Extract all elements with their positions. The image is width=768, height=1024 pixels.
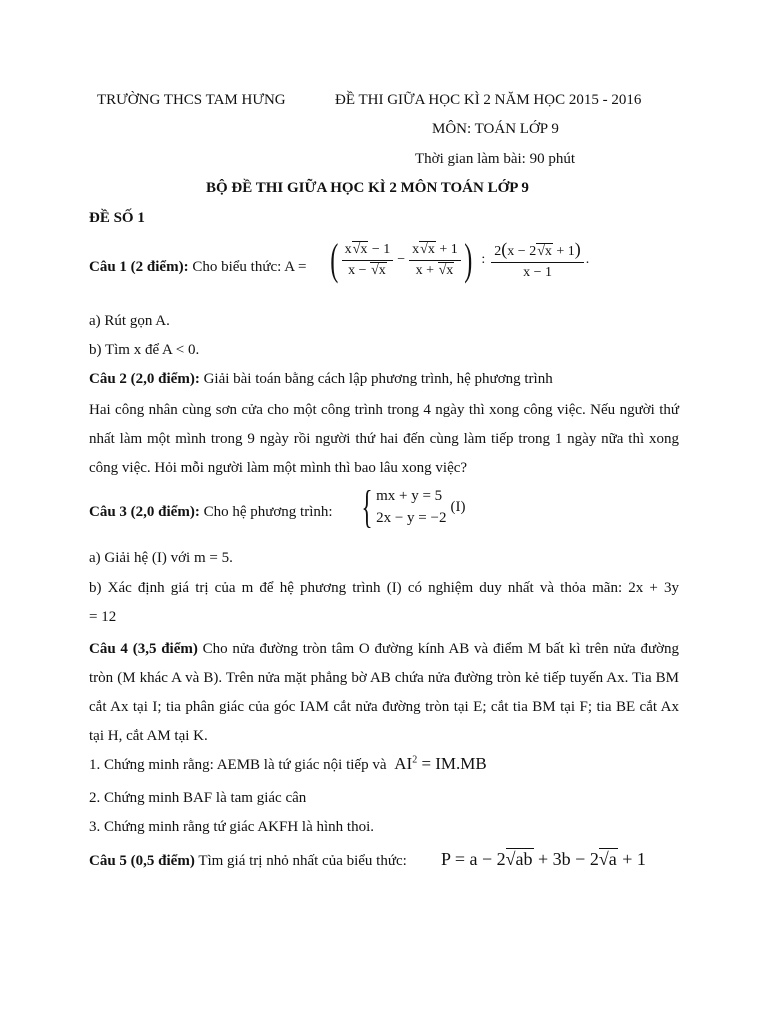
subject: MÔN: TOÁN LỚP 9 bbox=[432, 121, 559, 137]
q3-label: Câu 3 (2,0 điểm): bbox=[89, 504, 200, 520]
q5-formula-radicand-1: ab bbox=[515, 849, 533, 869]
q1-formula: ( $\frac{x√x - 1}{x - √x}$ − $\frac{x√x + 1}{x + √x}$ ) : $\frac{2(x - 2√x + 1)}{x - 1}$ . bbox=[330, 235, 590, 284]
q5-formula-end: + 1 bbox=[617, 849, 646, 869]
q3-part-b-cont: = 12 bbox=[89, 609, 117, 625]
q4-part-1-text: 1. Chứng minh rằng: AEMB là tứ giác nội tiếp và bbox=[89, 757, 387, 773]
set-label: ĐỀ SỐ 1 bbox=[89, 210, 145, 226]
duration: Thời gian làm bài: 90 phút bbox=[415, 151, 575, 167]
q2-line bbox=[89, 371, 553, 388]
q3-text: Cho hệ phương trình: bbox=[203, 504, 333, 520]
q2-body: Hai công nhân cùng sơn cửa cho một công trình trong 4 ngày thì xong công việc. Nếu người thứ nhất làm một mình trong 9 ngày rồi người thứ hai đến cùng làm tiếp trong 1 ngày nữa thì xong công việc. Hỏi mỗi người làm một mình thì bao lâu xong việc? bbox=[89, 402, 679, 476]
school-name: TRƯỜNG THCS TAM HƯNG bbox=[97, 92, 286, 108]
q3-part-b: b) Xác định giá trị của m để hệ phương trình (I) có nghiệm duy nhất và thỏa mãn: 2x + 3y bbox=[89, 580, 679, 596]
q4-part-3: 3. Chứng minh rằng tứ giác AKFH là hình thoi. bbox=[89, 819, 374, 835]
q4-part-2: 2. Chứng minh BAF là tam giác cân bbox=[89, 790, 307, 806]
q1-label: Câu 1 (2 điểm): bbox=[89, 259, 189, 275]
q4-body: Cho nửa đường tròn tâm O đường kính AB và điểm M bất kì trên nửa đường tròn (M khác A và B). Trên nửa mặt phẳng bờ AB chứa nửa đường tròn kẻ tiếp tuyến Ax. Tia BM cắt Ax tại I; tia phân giác của góc IAM cắt nửa đường tròn tại E; cắt tia BM tại F; tia BE cắt Ax tại H, cắt AM tại K. bbox=[89, 641, 680, 744]
exam-title: ĐỀ THI GIỮA HỌC KÌ 2 NĂM HỌC 2015 - 2016 bbox=[335, 92, 642, 108]
q3-tag: (I) bbox=[450, 498, 466, 515]
q4-part-1 bbox=[89, 754, 487, 774]
q3-line bbox=[89, 504, 333, 521]
q5-formula-radicand-2: a bbox=[608, 849, 617, 869]
q4-math-rest: = IM.MB bbox=[417, 754, 487, 773]
q5-text: Tìm giá trị nhỏ nhất của biểu thức: bbox=[198, 853, 407, 869]
q3-part-a: a) Giải hệ (I) với m = 5. bbox=[89, 550, 233, 566]
q3-eq2: 2x − y = −2 bbox=[376, 510, 447, 526]
q2-label: Câu 2 (2,0 điểm): bbox=[89, 371, 200, 387]
document-title: BỘ ĐỀ THI GIỮA HỌC KÌ 2 MÔN TOÁN LỚP 9 bbox=[206, 180, 529, 196]
q5-label: Câu 5 (0,5 điểm) bbox=[89, 853, 195, 869]
q1-line bbox=[89, 259, 306, 276]
q4-label: Câu 4 (3,5 điểm) bbox=[89, 641, 198, 657]
q2-text: Giải bài toán bằng cách lập phương trình, hệ phương trình bbox=[203, 371, 553, 387]
q4-math-exp: 2 bbox=[412, 754, 418, 766]
q5-formula-mid: + 3b − 2 bbox=[533, 849, 599, 869]
q1-part-a: a) Rút gọn A. bbox=[89, 313, 170, 329]
q4-part-1-math bbox=[394, 754, 487, 773]
q5-formula: P = a − 2√ab + 3b − 2√a + 1 bbox=[441, 849, 646, 869]
q5-formula-start: P = a − 2 bbox=[441, 849, 506, 869]
q4-math-base: AI bbox=[394, 754, 413, 773]
q1-text: Cho biểu thức: A = bbox=[192, 259, 307, 275]
q3-eq1: mx + y = 5 bbox=[376, 488, 443, 504]
q5-line bbox=[89, 853, 407, 870]
q1-part-b: b) Tìm x để A < 0. bbox=[89, 342, 200, 358]
q4-paragraph bbox=[89, 635, 679, 751]
q3-system: { mx + y = 5 2x − y = −2 (I) bbox=[361, 481, 466, 532]
